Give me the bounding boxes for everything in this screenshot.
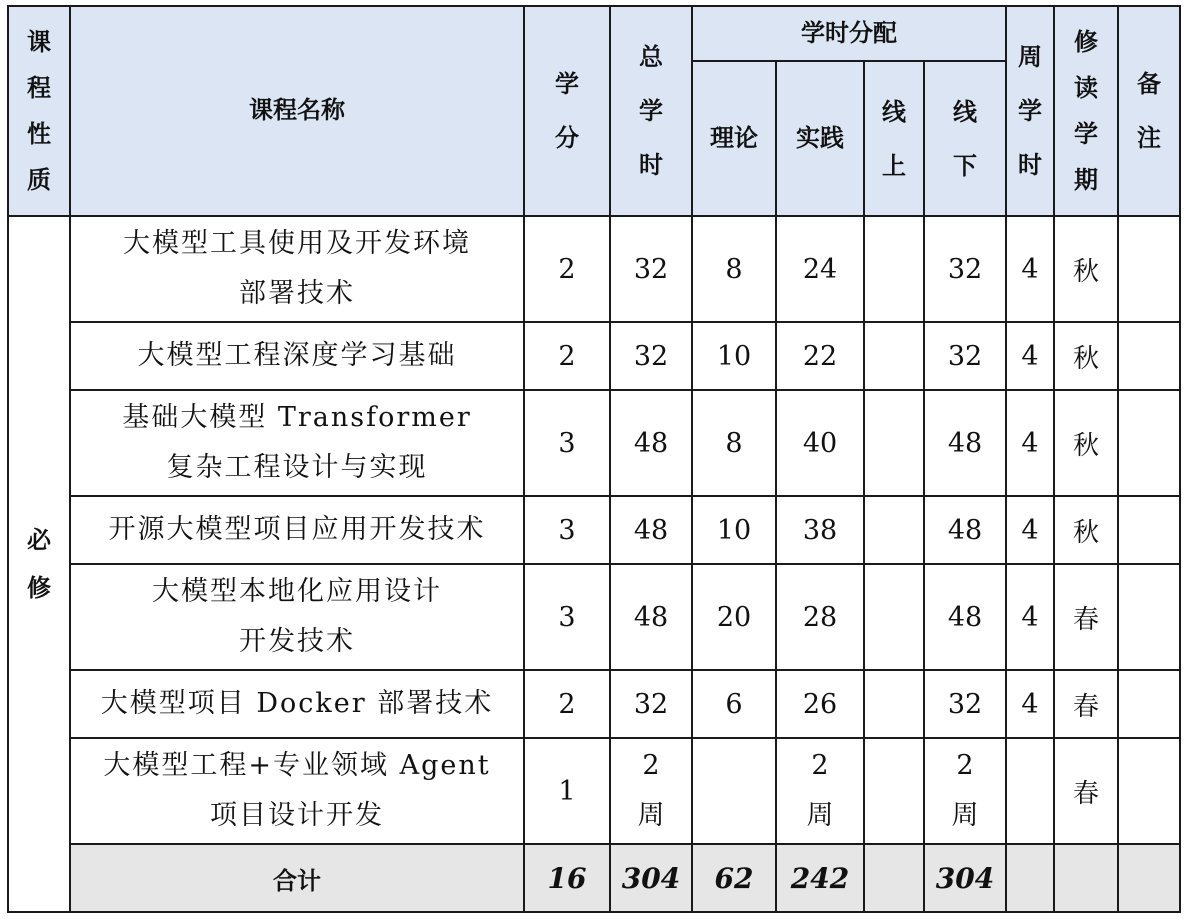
total-remarks [1118,844,1180,912]
credits-cell: 2 [524,670,610,738]
online-cell [864,564,924,670]
total-online [864,844,924,912]
offline-cell: 2 周 [924,738,1006,844]
semester-cell: 春 [1054,738,1118,844]
course-table [7,5,1181,913]
table-row [8,496,1180,564]
total-hours: 304 [610,844,692,912]
credits-cell: 3 [524,390,610,496]
remarks-cell [1118,322,1180,390]
header-course-name: 课程名称 [70,6,524,216]
online-cell [864,390,924,496]
table-row [8,670,1180,738]
total-practice: 242 [776,844,864,912]
semester-cell: 春 [1054,564,1118,670]
header-total-hours: 总 学 时 [610,6,692,216]
practice-cell: 2 周 [776,738,864,844]
weekly-hours-cell: 4 [1006,670,1054,738]
weekly-hours-cell [1006,738,1054,844]
total-hours-cell: 32 [610,670,692,738]
course-nature-cell: 必 修 [8,216,70,912]
total-hours-cell: 48 [610,390,692,496]
practice-cell: 22 [776,322,864,390]
table-row [8,322,1180,390]
online-cell [864,670,924,738]
remarks-cell [1118,390,1180,496]
semester-cell: 秋 [1054,390,1118,496]
semester-cell: 春 [1054,670,1118,738]
semester-cell: 秋 [1054,216,1118,322]
credits-cell: 3 [524,496,610,564]
semester-cell: 秋 [1054,496,1118,564]
course-name: 大模型本地化应用设计 开发技术 [70,564,524,670]
remarks-cell [1118,738,1180,844]
practice-cell: 40 [776,390,864,496]
header-theory: 理论 [692,61,776,216]
weekly-hours-cell: 4 [1006,216,1054,322]
theory-cell: 10 [692,496,776,564]
offline-cell: 48 [924,496,1006,564]
online-cell [864,496,924,564]
header-practice: 实践 [776,61,864,216]
weekly-hours-cell: 4 [1006,390,1054,496]
course-name: 基础大模型 Transformer 复杂工程设计与实现 [70,390,524,496]
offline-cell: 32 [924,322,1006,390]
practice-cell: 28 [776,564,864,670]
total-theory: 62 [692,844,776,912]
theory-cell [692,738,776,844]
practice-cell: 24 [776,216,864,322]
header-hours-distribution: 学时分配 [692,6,1006,61]
header-weekly-hours: 周 学 时 [1006,6,1054,216]
theory-cell: 8 [692,216,776,322]
remarks-cell [1118,216,1180,322]
online-cell [864,738,924,844]
header-credits: 学 分 [524,6,610,216]
credits-cell: 2 [524,216,610,322]
practice-cell: 38 [776,496,864,564]
weekly-hours-cell: 4 [1006,496,1054,564]
total-hours-cell: 32 [610,322,692,390]
header-semester: 修 读 学 期 [1054,6,1118,216]
offline-cell: 32 [924,670,1006,738]
total-hours-cell: 48 [610,496,692,564]
weekly-hours-cell: 4 [1006,564,1054,670]
remarks-cell [1118,670,1180,738]
total-hours-cell: 2 周 [610,738,692,844]
weekly-hours-cell: 4 [1006,322,1054,390]
online-cell [864,322,924,390]
header-offline: 线 下 [924,61,1006,216]
offline-cell: 48 [924,390,1006,496]
table-row [8,564,1180,670]
total-hours-cell: 32 [610,216,692,322]
course-name: 大模型工程深度学习基础 [70,322,524,390]
header-course-nature: 课 程 性 质 [8,6,70,216]
credits-cell: 1 [524,738,610,844]
total-hours-cell: 48 [610,564,692,670]
theory-cell: 10 [692,322,776,390]
total-label: 合计 [70,844,524,912]
total-weekly [1006,844,1054,912]
offline-cell: 32 [924,216,1006,322]
practice-cell: 26 [776,670,864,738]
total-semester [1054,844,1118,912]
header-online: 线 上 [864,61,924,216]
theory-cell: 8 [692,390,776,496]
credits-cell: 3 [524,564,610,670]
header-remarks: 备 注 [1118,6,1180,216]
semester-cell: 秋 [1054,322,1118,390]
header-row-1 [8,6,1180,61]
table-row [8,390,1180,496]
table-row [8,738,1180,844]
remarks-cell [1118,496,1180,564]
table-row [8,216,1180,322]
course-name: 大模型工程+专业领域 Agent 项目设计开发 [70,738,524,844]
total-credits: 16 [524,844,610,912]
total-offline: 304 [924,844,1006,912]
course-name: 大模型工具使用及开发环境 部署技术 [70,216,524,322]
offline-cell: 48 [924,564,1006,670]
credits-cell: 2 [524,322,610,390]
total-row [8,844,1180,912]
theory-cell: 20 [692,564,776,670]
course-name: 开源大模型项目应用开发技术 [70,496,524,564]
remarks-cell [1118,564,1180,670]
online-cell [864,216,924,322]
course-name: 大模型项目 Docker 部署技术 [70,670,524,738]
theory-cell: 6 [692,670,776,738]
